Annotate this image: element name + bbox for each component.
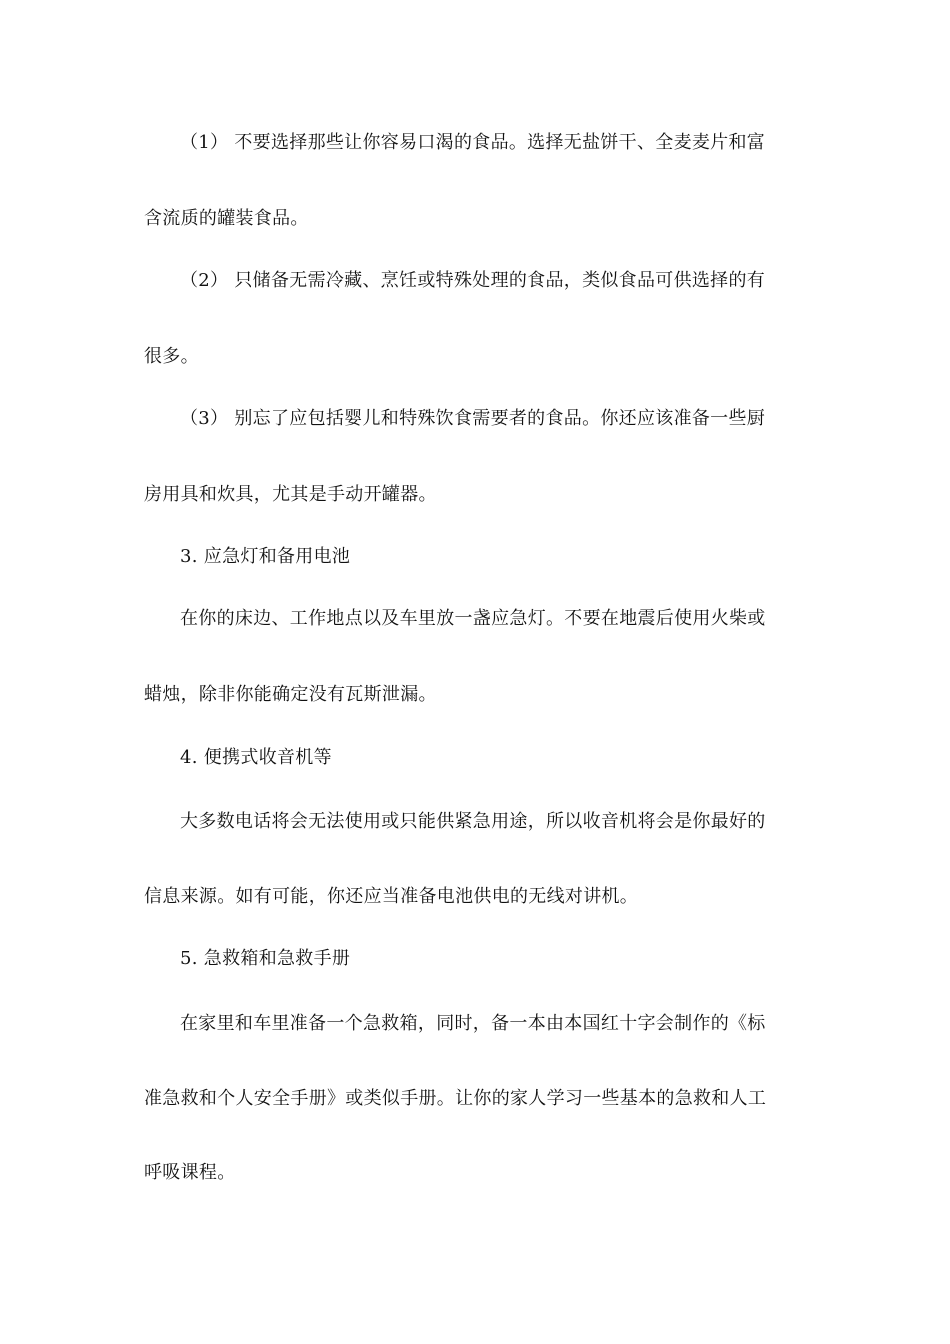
section-heading-first-aid: 5. 急救箱和急救手册 xyxy=(180,948,351,969)
paragraph-food-2-line-1: （2） 只储备无需冷藏、烹饪或特殊处理的食品，类似食品可供选择的有 xyxy=(180,270,766,291)
paragraph-food-3-line-1: （3） 别忘了应包括婴儿和特殊饮食需要者的食品。你还应该准备一些厨 xyxy=(180,408,766,429)
paragraph-food-1-line-1: （1） 不要选择那些让你容易口渴的食品。选择无盐饼干、全麦麦片和富 xyxy=(180,132,766,153)
paragraph-food-2-line-2: 很多。 xyxy=(144,346,199,367)
paragraph-first-aid-line-3: 呼吸课程。 xyxy=(144,1162,236,1183)
paragraph-food-1-line-2: 含流质的罐装食品。 xyxy=(144,208,309,229)
paragraph-light-line-1: 在你的床边、工作地点以及车里放一盏应急灯。不要在地震后使用火柴或 xyxy=(180,608,766,629)
paragraph-radio-line-1: 大多数电话将会无法使用或只能供紧急用途，所以收音机将会是你最好的 xyxy=(180,811,766,832)
paragraph-first-aid-line-1: 在家里和车里准备一个急救箱，同时，备一本由本国红十字会制作的《标 xyxy=(180,1013,766,1034)
paragraph-food-3-line-2: 房用具和炊具，尤其是手动开罐器。 xyxy=(144,484,437,505)
paragraph-light-line-2: 蜡烛，除非你能确定没有瓦斯泄漏。 xyxy=(144,684,437,705)
section-heading-radio: 4. 便携式收音机等 xyxy=(180,747,332,768)
paragraph-first-aid-line-2: 准急救和个人安全手册》或类似手册。让你的家人学习一些基本的急救和人工 xyxy=(144,1088,767,1109)
paragraph-radio-line-2: 信息来源。如有可能，你还应当准备电池供电的无线对讲机。 xyxy=(144,886,639,907)
section-heading-emergency-light: 3. 应急灯和备用电池 xyxy=(180,546,351,567)
